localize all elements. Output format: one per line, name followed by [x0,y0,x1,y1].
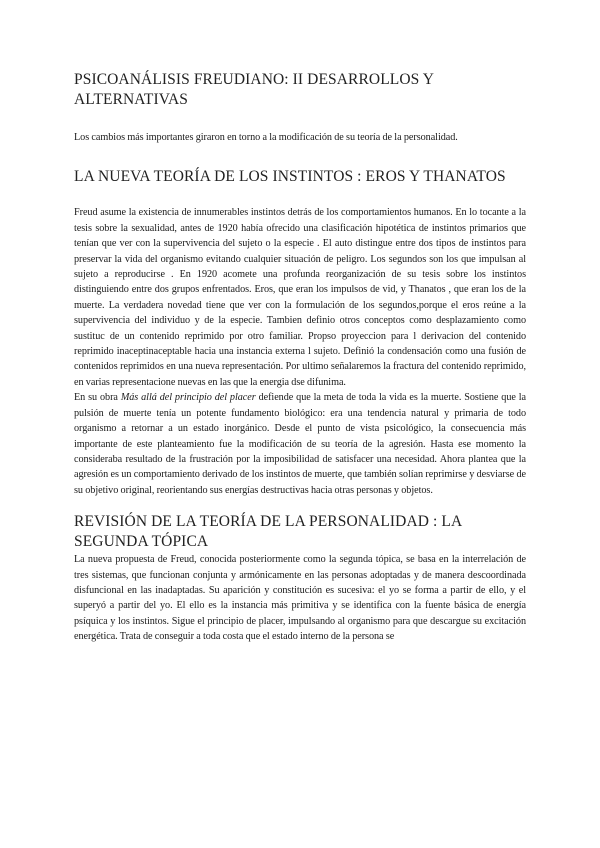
intro-paragraph: Los cambios más importantes giraron en torno a la modificación de su teoría de la personalidad. [74,132,458,143]
section-heading-instintos: LA NUEVA TEORÍA DE LOS INSTINTOS : EROS Y THANATOS [74,168,506,186]
section-heading-segunda-topica: REVISIÓN DE LA TEORÍA DE LA PERSONALIDAD : LA SEGUNDA TÓPICA [74,513,462,551]
paragraph-segunda-topica-1: La nueva propuesta de Freud, conocida posteriormente como la segunda tópica, se basa en la interrelación de tres sistemas, que funcionan conjunta y armónicamente en las personas adoptadas y de manera descoordinada disfuncional en las inadaptadas. Su aparición y constitución es sucesiva: el yo se forma a partir de ello, y el superyó a partir del yo. El ello es la instancia más primitiva y se identifica con la fuente básica de energía psíquica y los instintos. Sigue el principio de placer, impulsando al organismo para que descargue su excitación energética. Trata de conseguir a toda costa que el estado interno de la persona se [74,554,526,643]
book-title-italic: Más allá del principio del placer [120,392,256,404]
paragraph-instintos-2-rest: defiende que la meta de toda la vida es la muerte. Sostiene que la pulsión de muerte tenía un potente fundamento biológico: era una tendencia natural y primaria de todo organismo a retornar a un estado inorgánico. Desde el punto de vista psicológico, la consecuencia más importante de este planteamiento fue la modificación de su teoría de la agresión. Hasta ese momento la consideraba resultado de la frustración por la imposibilidad de satisfacer una necesidad. Ahora plantea que la agresión es un comportamiento derivado de los instintos de muerte, que también solían reprimirse y desviarse de su objetivo original, reorientando sus energías destructivas hacia otras personas y objetos. [74,392,527,496]
document-body [74,70,526,645]
paragraph-instintos-2 [74,390,526,498]
document-title: PSICOANÁLISIS FREUDIANO: II DESARROLLOS Y ALTERNATIVAS [74,71,434,108]
paragraph-instintos-2-prefix: En su obra [74,392,121,404]
paragraph-instintos-1: Freud asume la existencia de innumerables instintos detrás de los comportamientos humanos. En lo tocante a la tesis sobre la sexualidad, antes de 1920 había ofrecido una clasificación hipotética de instintos primarios que tenían que ver con la supervivencia del sujeto o la especie . El auto distingue entre dos tipos de instintos para preservar la vida del organismo evitando cualquier situación de peligro. Los segundos son los que impulsan al sujeto a reproducirse . En 1920 acomete una profunda reorganización de su tesis sobre los instintos distinguiendo entre dos grupos enfrentados. Eros, que eran los impulsos de vid, y Thanatos , que eran los de la muerte. La verdadera novedad tiene que ver con la formulación de los segundos,porque el eros reúne a la supervivencia del individuo y de la especie. Tambien definio otros conceptos como desplazamiento como sustituc de un contenido reprimido por otro familiar. Propso proyeccion para l derivacion del contenido reprimido inaceptinaceptable hacia una instancia externa l sujeto. Definió la condensación como una fusión de contenidos reprimidos en una nueva representación. Por ultimo señalaremos la fractura del contenido reprimido, en varias representacione nuevas en las que la energia dse difunima. [74,207,526,388]
